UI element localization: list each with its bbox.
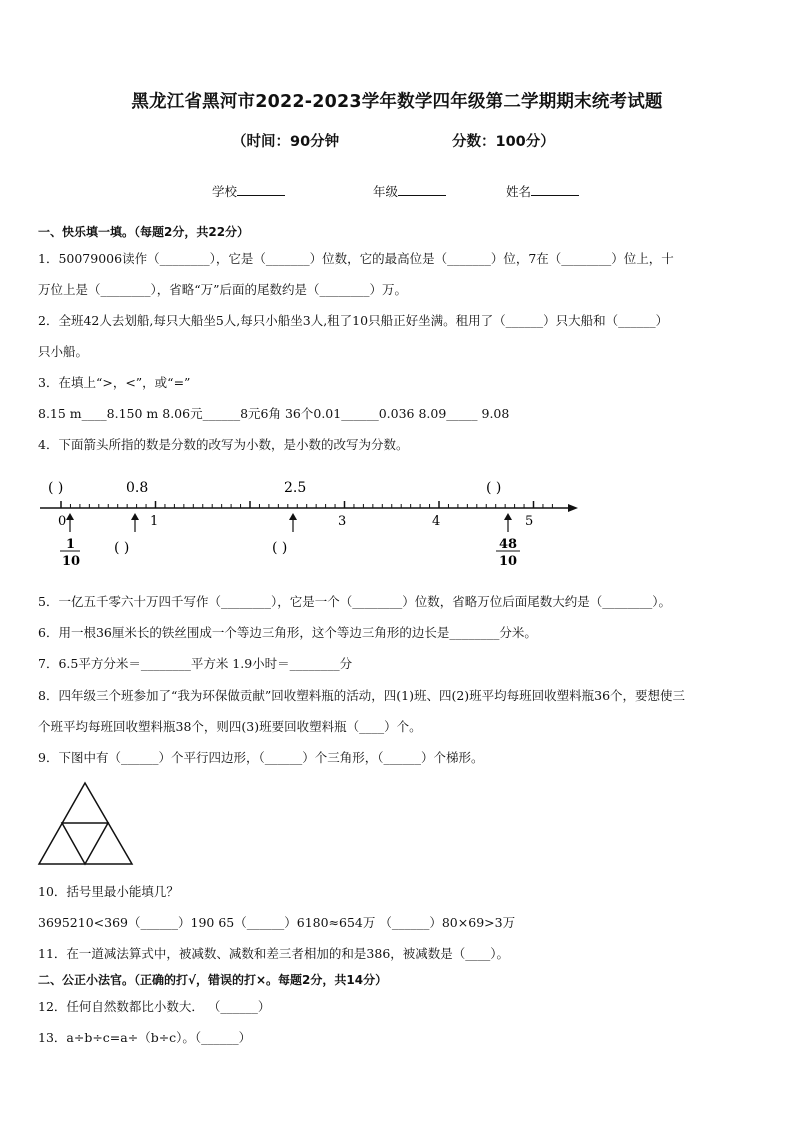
up-arrow-2 — [131, 513, 139, 532]
top-label-blank-1: ( ) — [48, 480, 64, 496]
score-info: 分数：100分） — [452, 134, 555, 150]
fraction-2-denominator: 10 — [499, 554, 518, 569]
school-blank[interactable] — [237, 183, 285, 196]
up-arrow-3 — [289, 513, 297, 532]
top-label-2-5: 2.5 — [284, 480, 307, 496]
question-10-items: 3695210<369（______）190 65（______）6180≈654万 （______）80×69>3万 — [38, 915, 516, 930]
grade-blank[interactable] — [398, 183, 446, 196]
question-2-line-1: 2．全班42人去划船,每只大船坐5人,每只小船坐3人,租了10只船正好坐满。租用了（______）只大船和（______） — [38, 313, 669, 328]
section-1-heading: 一、快乐填一填。（每题2分，共22分） — [38, 225, 250, 239]
top-label-0-8: 0.8 — [126, 480, 149, 496]
time-info: （时间：90分钟 — [232, 134, 340, 150]
up-arrow-1 — [66, 513, 74, 532]
bottom-blank-2: ( ) — [272, 540, 288, 556]
question-10: 10．括号里最小能填几？ — [38, 884, 179, 899]
triangle-figure — [36, 780, 136, 866]
name-blank[interactable] — [531, 183, 579, 196]
question-2-line-2: 只小船。 — [38, 344, 89, 359]
fraction-2-numerator: 48 — [499, 537, 518, 552]
question-6: 6．用一根36厘米长的铁丝围成一个等边三角形，这个等边三角形的边长是________分米。 — [38, 625, 537, 640]
tick-label-5: 5 — [525, 514, 534, 529]
tick-label-0: 0 — [58, 514, 67, 529]
question-8-line-2: 个班平均每班回收塑料瓶38个，则四(3)班要回收塑料瓶（____）个。 — [38, 719, 422, 734]
school-label: 学校 — [212, 184, 238, 199]
section-2-heading: 二、公正小法官。（正确的打√，错误的打×。每题2分，共14分） — [38, 973, 388, 987]
tick-label-4: 4 — [432, 514, 441, 529]
fraction-1-denominator: 10 — [62, 554, 81, 569]
tick-label-1: 1 — [150, 514, 159, 529]
question-1-line-2: 万位上是（________），省略“万”后面的尾数约是（________）万。 — [38, 282, 408, 297]
top-label-blank-2: ( ) — [486, 480, 502, 496]
question-12: 12．任何自然数都比小数大． （______） — [38, 999, 271, 1014]
fraction-1-numerator: 1 — [66, 537, 76, 552]
question-4: 4．下面箭头所指的数是分数的改写为小数，是小数的改写为分数。 — [38, 437, 409, 452]
question-8-line-1: 8．四年级三个班参加了“我为环保做贡献”回收塑料瓶的活动，四(1)班、四(2)班平均每班回收塑料瓶36个，要想使三 — [38, 688, 686, 703]
axis-arrow-head — [568, 504, 578, 512]
question-11: 11．在一道减法算式中，被减数、减数和差三者相加的和是386，被减数是（____）。 — [38, 946, 510, 961]
grade-label: 年级 — [373, 184, 399, 199]
question-3: 3．在填上“>，<”，或“=” — [38, 375, 191, 390]
inner-triangle — [62, 823, 108, 864]
school-field[interactable] — [212, 182, 285, 200]
question-13: 13．a÷b÷c=a÷（b÷c）。（______） — [38, 1030, 252, 1045]
name-field[interactable] — [506, 182, 579, 200]
question-3-items: 8.15 m____8.150 m 8.06元______8元6角 36个0.01______0.036 8.09_____ 9.08 — [38, 406, 510, 421]
tick-label-3: 3 — [338, 514, 347, 529]
question-1-line-1: 1．50079006读作（________），它是（_______）位数，它的最高位是（_______）位，7在（________）位上，十 — [38, 251, 674, 266]
question-9: 9．下图中有（______）个平行四边形，（______）个三角形，（______）个梯形。 — [38, 750, 484, 765]
page-title: 黑龙江省黑河市2022-2023学年数学四年级第二学期期末统考试题 — [131, 92, 663, 112]
grade-field[interactable] — [373, 182, 446, 200]
question-5: 5．一亿五千零六十万四千写作（________），它是一个（________）位数，省略万位后面尾数大约是（________）。 — [38, 594, 671, 609]
minor-ticks — [61, 501, 552, 508]
name-label: 姓名 — [506, 184, 532, 199]
number-line-figure — [30, 472, 590, 572]
bottom-blank-1: ( ) — [114, 540, 130, 556]
question-7: 7．6.5平方分米＝________平方米 1.9小时＝________分 — [38, 656, 353, 671]
up-arrow-4 — [504, 513, 512, 532]
